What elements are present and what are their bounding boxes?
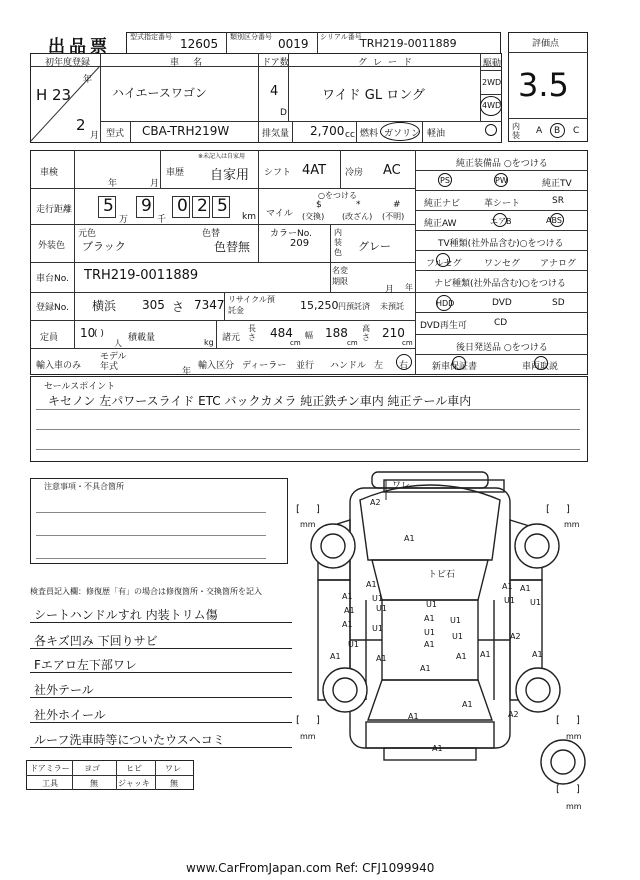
interior-color: グレー (358, 240, 391, 253)
damage-mark: U1 (530, 598, 541, 607)
reg-number: 7347 (194, 298, 225, 312)
mileage-digit-5: 5 (217, 196, 228, 216)
reg-area: 横浜 (92, 299, 117, 313)
sales-point-text: キセノン 左パワースライド ETC バックカメラ 純正鉄チン車内 純正テール車内 (48, 394, 472, 408)
recycle-fee: 15,250 (300, 299, 339, 312)
svg-text:]: ] (566, 504, 570, 515)
width: 188 (325, 326, 348, 340)
damage-mark: A1 (366, 580, 377, 589)
damage-mark: U1 (424, 628, 435, 637)
footer-reference: www.CarFromJapan.com Ref: CFJ1099940 (186, 861, 435, 875)
damage-mark: U1 (376, 604, 387, 613)
svg-text:]: ] (316, 715, 320, 726)
svg-text:[: [ (546, 504, 550, 515)
model-type: CBA-TRH219W (142, 124, 230, 138)
mileage-digit-4: 2 (197, 196, 208, 216)
damage-mark: A1 (480, 650, 491, 659)
damage-mark: A1 (532, 650, 543, 659)
defect-note: 各キズ凹み 下回りサビ (34, 634, 158, 648)
damage-mark: A1 (376, 654, 387, 663)
damage-mark: A2 (370, 498, 381, 507)
damage-mark: A1 (502, 582, 513, 591)
height: 210 (382, 326, 405, 340)
damage-mark: A1 (462, 700, 473, 709)
damage-mark: U1 (372, 624, 383, 633)
category-code: 0019 (278, 37, 309, 51)
damage-mark: A2 (508, 710, 519, 719)
damage-mark: A1 (420, 664, 431, 673)
damage-mark: U1 (504, 596, 515, 605)
reg-kana: さ (172, 300, 185, 314)
model-code: 12605 (180, 37, 219, 51)
damage-mark: A1 (344, 606, 355, 615)
svg-text:]: ] (576, 715, 580, 726)
damage-mark: A1 (432, 744, 443, 753)
damage-mark: A1 (404, 534, 415, 543)
air-conditioner: AC (383, 163, 401, 178)
color-change: 色替無 (214, 240, 251, 254)
svg-text:[: [ (556, 715, 560, 726)
serial-number: TRH219-0011889 (360, 37, 457, 50)
mileage-digit-2: 9 (141, 196, 152, 216)
document-title: 出品票 (48, 37, 111, 57)
chassis-number: TRH219-0011889 (84, 268, 199, 283)
damage-mark: A1 (424, 640, 435, 649)
defect-note: Fエアロ左下部ワレ (34, 658, 137, 672)
svg-text:]: ] (576, 784, 580, 795)
length: 484 (270, 326, 293, 340)
door-count: 4 (270, 84, 279, 99)
capacity: 10 (80, 326, 96, 340)
car-name: ハイエースワゴン (112, 86, 207, 100)
defect-note: ルーフ洗車時等についたウスヘコミ (34, 733, 225, 747)
damage-mark: A1 (342, 620, 353, 629)
damage-mark: U1 (372, 594, 383, 603)
reg-month: 2 (76, 116, 86, 134)
grade: ワイド GL ロング (322, 88, 425, 103)
damage-mark: U1 (426, 600, 437, 609)
svg-text:[: [ (296, 504, 300, 515)
shift: 4AT (302, 163, 327, 178)
damage-mark: A2 (510, 632, 521, 641)
reg-era: H (36, 86, 48, 104)
damage-mark: A1 (408, 712, 419, 721)
score-value: 3.5 (518, 66, 569, 104)
color-number: 209 (290, 238, 310, 249)
damage-mark: A1 (456, 652, 467, 661)
reg-class: 305 (142, 298, 165, 312)
svg-text:[: [ (296, 715, 300, 726)
damage-mark: U1 (348, 640, 359, 649)
displacement: 2,700 (310, 124, 345, 138)
defect-note: 社外テール (34, 683, 94, 697)
damage-mark: A1 (330, 652, 341, 661)
reg-year: 23 (52, 86, 72, 104)
defect-note: 社外ホイール (34, 708, 106, 722)
svg-text:[: [ (556, 784, 560, 795)
original-color: ブラック (82, 240, 126, 253)
damage-mark: A1 (520, 584, 531, 593)
defect-note: シートハンドルすれ 内装トリム傷 (34, 608, 218, 622)
damage-mark: U1 (452, 632, 463, 641)
mileage-digit-1: 5 (103, 196, 114, 216)
svg-text:]: ] (316, 504, 320, 515)
damage-mark: U1 (450, 616, 461, 625)
damage-mark: A1 (342, 592, 353, 601)
usage: 自家用 (210, 168, 250, 183)
damage-mark: A1 (424, 614, 435, 623)
mileage-digit-3: 0 (177, 196, 188, 216)
